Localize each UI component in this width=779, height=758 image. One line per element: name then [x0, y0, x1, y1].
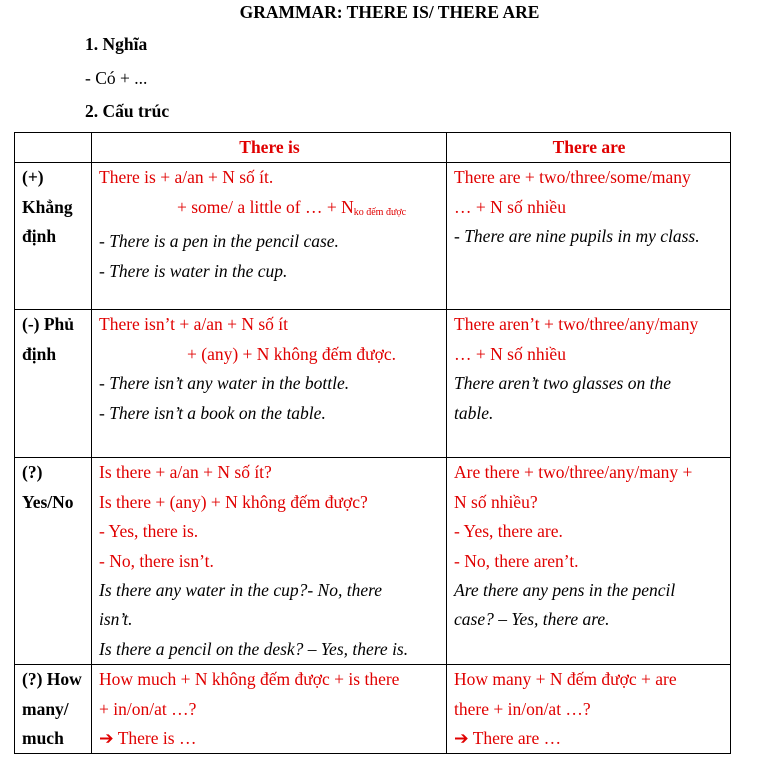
- example-line: Are there any pens in the pencil: [454, 580, 676, 601]
- example-line: - There isn’t a book on the table.: [99, 402, 326, 423]
- structure-subscript: ko đếm được: [353, 206, 407, 218]
- row-label-line: định: [22, 343, 57, 364]
- structure-line: there + in/on/at …?: [454, 698, 591, 719]
- structure-line: … + N số nhiều: [454, 343, 566, 364]
- cell-there-is-negative: [92, 310, 447, 458]
- answer-line: - No, there isn’t.: [99, 550, 214, 571]
- meaning-line: - Có + ...: [85, 68, 148, 88]
- row-label-negative: [15, 310, 92, 458]
- cell-there-is-yes-no: [92, 458, 447, 665]
- row-label-yes-no: [15, 458, 92, 665]
- example-line: Is there a pencil on the desk? – Yes, there is.: [99, 638, 409, 659]
- row-label-line: (?): [22, 462, 43, 483]
- structure-line: How many + N đếm được + are: [454, 669, 677, 690]
- header-empty: [15, 133, 92, 163]
- section-heading-meaning: 1. Nghĩa: [85, 34, 148, 54]
- structure-line: + in/on/at …?: [99, 698, 197, 719]
- row-label-line: (?) How: [22, 669, 82, 690]
- row-label-how-many-much: [15, 665, 92, 754]
- cell-there-are-yes-no: [447, 458, 731, 665]
- structure-line: There are + two/three/some/many: [454, 167, 691, 188]
- structure-line: … + N số nhiều: [454, 196, 566, 217]
- cell-there-are-negative: [447, 310, 731, 458]
- cell-there-are-how-many: [447, 665, 731, 754]
- structure-line: There isn’t + a/an + N số ít: [99, 314, 289, 335]
- cell-there-are-affirmative: [447, 163, 731, 310]
- structure-line: Are there + two/three/any/many +: [454, 462, 693, 483]
- example-line: isn’t.: [99, 609, 133, 630]
- table-row-negative: [15, 310, 731, 458]
- table-row-affirmative: [15, 163, 731, 310]
- answer-line: - Yes, there is.: [99, 521, 199, 542]
- structure-line: How much + N không đếm được + is there: [99, 669, 400, 690]
- table-row-yes-no: [15, 458, 731, 665]
- answer-line: ➔ There are …: [454, 728, 562, 749]
- row-label-line: Yes/No: [22, 491, 74, 512]
- row-label-line: many/: [22, 698, 69, 719]
- row-label-line: (-) Phủ: [22, 314, 75, 335]
- row-label-line: much: [22, 728, 64, 749]
- structure-line: + (any) + N không đếm được.: [187, 343, 397, 364]
- row-label-line: định: [22, 226, 57, 247]
- structure-line: There is + a/an + N số ít.: [99, 167, 274, 188]
- example-line: case? – Yes, there are.: [454, 609, 610, 630]
- structure-line: There aren’t + two/three/any/many: [454, 314, 699, 335]
- example-line: - There is water in the cup.: [99, 260, 288, 281]
- structure-line: Is there + a/an + N số ít?: [99, 462, 272, 483]
- structure-line: N số nhiều?: [454, 491, 538, 512]
- row-label-line: Khẳng: [22, 196, 73, 217]
- document-title: GRAMMAR: THERE IS/ THERE ARE: [239, 2, 540, 22]
- cell-there-is-how-much: [92, 665, 447, 754]
- table-row-how-many-much: [15, 665, 731, 754]
- example-line: Is there any water in the cup?- No, there: [99, 580, 383, 601]
- section-heading-structure: 2. Cấu trúc: [85, 101, 170, 121]
- cell-there-is-affirmative: [92, 163, 447, 310]
- example-line: table.: [454, 402, 494, 423]
- example-line: - There isn’t any water in the bottle.: [99, 373, 350, 394]
- answer-line: - Yes, there are.: [454, 521, 563, 542]
- example-line: - There are nine pupils in my class.: [454, 226, 700, 247]
- structure-line: [99, 193, 440, 227]
- table-header-row: [15, 133, 731, 163]
- example-line: There aren’t two glasses on the: [454, 373, 671, 394]
- answer-line: ➔ There is …: [99, 728, 197, 749]
- row-label-affirmative: [15, 163, 92, 310]
- answer-line: - No, there aren’t.: [454, 550, 579, 571]
- row-label-line: (+): [22, 167, 44, 188]
- header-there-are: There are: [447, 133, 731, 163]
- grammar-table: [14, 132, 731, 754]
- header-there-is: There is: [92, 133, 447, 163]
- example-line: - There is a pen in the pencil case.: [99, 231, 339, 252]
- structure-main: + some/ a little of … + N: [177, 196, 354, 217]
- structure-line: Is there + (any) + N không đếm được?: [99, 491, 368, 512]
